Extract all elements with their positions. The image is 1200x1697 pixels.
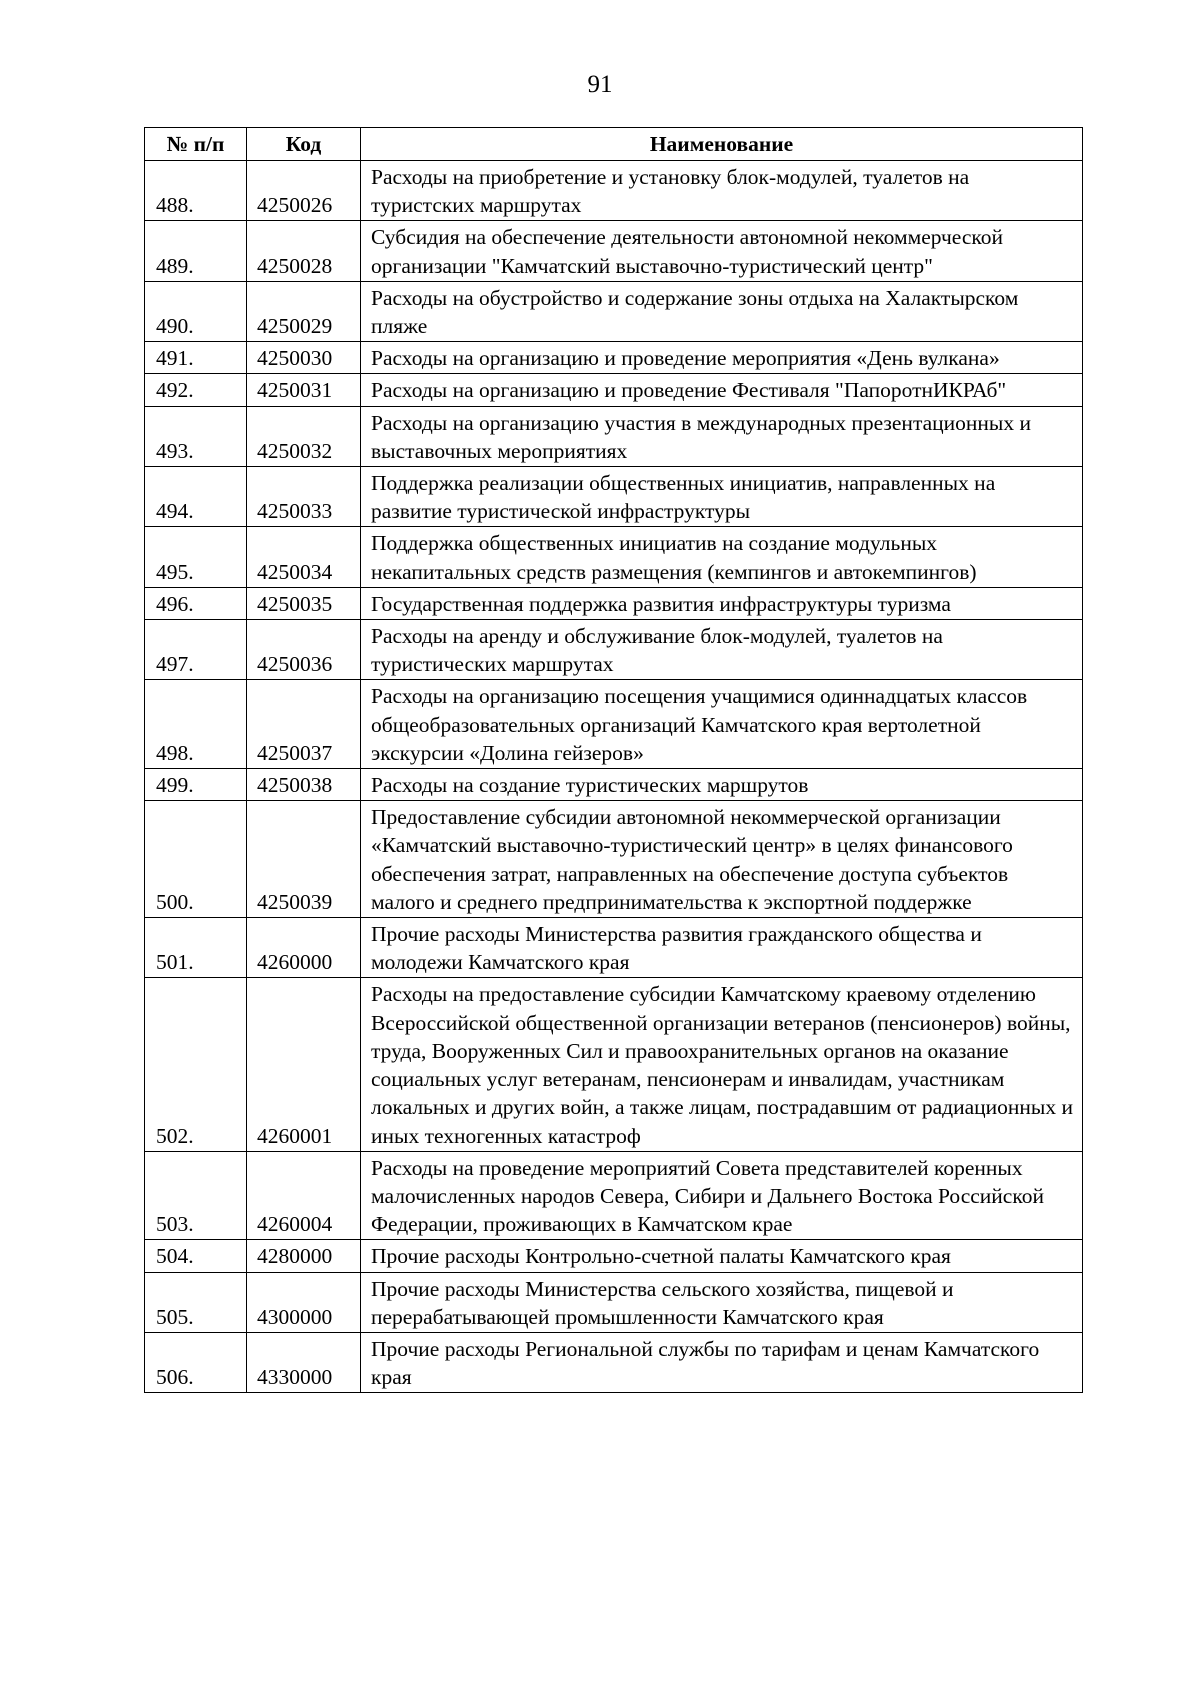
table-row bbox=[145, 978, 1083, 1151]
table-row bbox=[145, 1240, 1083, 1272]
row-name: Государственная поддержка развития инфраструктуры туризма bbox=[361, 587, 1083, 619]
row-name: Прочие расходы Региональной службы по тарифам и ценам Камчатского края bbox=[361, 1332, 1083, 1392]
row-code: 4250026 bbox=[247, 161, 361, 221]
row-name: Расходы на организацию участия в международных презентационных и выставочных мероприятиях bbox=[361, 406, 1083, 466]
column-header-code: Код bbox=[247, 128, 361, 161]
table-row bbox=[145, 406, 1083, 466]
row-name: Субсидия на обеспечение деятельности автономной некоммерческой организации "Камчатский выставочно-туристический центр" bbox=[361, 221, 1083, 281]
row-code: 4250029 bbox=[247, 281, 361, 341]
row-name: Поддержка реализации общественных инициатив, направленных на развитие туристической инфраструктуры bbox=[361, 467, 1083, 527]
row-name: Расходы на проведение мероприятий Совета представителей коренных малочисленных народов Севера, Сибири и Дальнего Востока Российской Федерации, проживающих в Камчатском крае bbox=[361, 1151, 1083, 1240]
row-number: 489. bbox=[145, 221, 247, 281]
row-name: Прочие расходы Министерства развития гражданского общества и молодежи Камчатского края bbox=[361, 918, 1083, 978]
table-row bbox=[145, 1272, 1083, 1332]
table-row bbox=[145, 1151, 1083, 1240]
row-name: Предоставление субсидии автономной некоммерческой организации «Камчатский выставочно-туристический центр» в целях финансового обеспечения затрат, направленных на обеспечение доступа субъектов малого и среднего предпринимательства к экспортной поддержке bbox=[361, 801, 1083, 918]
table-row bbox=[145, 769, 1083, 801]
table-row bbox=[145, 1332, 1083, 1392]
row-name: Поддержка общественных инициатив на создание модульных некапитальных средств размещения (кемпингов и автокемпингов) bbox=[361, 527, 1083, 587]
column-header-num: № п/п bbox=[145, 128, 247, 161]
table-row bbox=[145, 161, 1083, 221]
table-row bbox=[145, 281, 1083, 341]
table-header-row bbox=[145, 128, 1083, 161]
row-name: Прочие расходы Министерства сельского хозяйства, пищевой и перерабатывающей промышленности Камчатского края bbox=[361, 1272, 1083, 1332]
row-name: Расходы на аренду и обслуживание блок-модулей, туалетов на туристических маршрутах bbox=[361, 620, 1083, 680]
row-name: Прочие расходы Контрольно-счетной палаты Камчатского края bbox=[361, 1240, 1083, 1272]
row-number: 506. bbox=[145, 1332, 247, 1392]
row-code: 4280000 bbox=[247, 1240, 361, 1272]
row-number: 492. bbox=[145, 374, 247, 406]
row-code: 4250034 bbox=[247, 527, 361, 587]
row-number: 493. bbox=[145, 406, 247, 466]
table-row bbox=[145, 374, 1083, 406]
row-number: 501. bbox=[145, 918, 247, 978]
row-code: 4250030 bbox=[247, 342, 361, 374]
row-number: 490. bbox=[145, 281, 247, 341]
row-code: 4250033 bbox=[247, 467, 361, 527]
row-number: 495. bbox=[145, 527, 247, 587]
table-row bbox=[145, 801, 1083, 918]
table-row bbox=[145, 342, 1083, 374]
row-name: Расходы на организацию посещения учащимися одиннадцатых классов общеобразовательных организаций Камчатского края вертолетной экскурсии «Долина гейзеров» bbox=[361, 680, 1083, 769]
column-header-name: Наименование bbox=[361, 128, 1083, 161]
row-number: 502. bbox=[145, 978, 247, 1151]
row-code: 4250028 bbox=[247, 221, 361, 281]
row-code: 4260004 bbox=[247, 1151, 361, 1240]
table-body bbox=[145, 161, 1083, 1393]
row-number: 500. bbox=[145, 801, 247, 918]
table-row bbox=[145, 680, 1083, 769]
row-name: Расходы на предоставление субсидии Камчатскому краевому отделению Всероссийской общественной организации ветеранов (пенсионеров) войны, труда, Вооруженных Сил и правоохранительных органов на оказание социальных услуг ветеранам, пенсионерам и инвалидам, участникам локальных и других войн, а также лицам, пострадавшим от радиационных и иных техногенных катастроф bbox=[361, 978, 1083, 1151]
row-number: 494. bbox=[145, 467, 247, 527]
expense-codes-table bbox=[144, 127, 1083, 1393]
row-number: 497. bbox=[145, 620, 247, 680]
table-row bbox=[145, 620, 1083, 680]
row-code: 4250031 bbox=[247, 374, 361, 406]
row-name: Расходы на организацию и проведение Фестиваля "ПапоротнИКРАб" bbox=[361, 374, 1083, 406]
row-code: 4250036 bbox=[247, 620, 361, 680]
row-number: 499. bbox=[145, 769, 247, 801]
row-code: 4250035 bbox=[247, 587, 361, 619]
row-code: 4250038 bbox=[247, 769, 361, 801]
row-number: 488. bbox=[145, 161, 247, 221]
row-name: Расходы на обустройство и содержание зоны отдыха на Халактырском пляже bbox=[361, 281, 1083, 341]
row-code: 4250039 bbox=[247, 801, 361, 918]
row-name: Расходы на создание туристических маршрутов bbox=[361, 769, 1083, 801]
row-number: 505. bbox=[145, 1272, 247, 1332]
row-number: 498. bbox=[145, 680, 247, 769]
row-code: 4250037 bbox=[247, 680, 361, 769]
row-number: 504. bbox=[145, 1240, 247, 1272]
table-row bbox=[145, 527, 1083, 587]
table-row bbox=[145, 918, 1083, 978]
table-row bbox=[145, 467, 1083, 527]
row-code: 4330000 bbox=[247, 1332, 361, 1392]
row-code: 4260001 bbox=[247, 978, 361, 1151]
row-code: 4250032 bbox=[247, 406, 361, 466]
table-row bbox=[145, 587, 1083, 619]
row-code: 4300000 bbox=[247, 1272, 361, 1332]
row-name: Расходы на организацию и проведение мероприятия «День вулкана» bbox=[361, 342, 1083, 374]
page-number: 91 bbox=[587, 71, 613, 98]
row-number: 496. bbox=[145, 587, 247, 619]
row-number: 503. bbox=[145, 1151, 247, 1240]
row-name: Расходы на приобретение и установку блок-модулей, туалетов на туристских маршрутах bbox=[361, 161, 1083, 221]
table-row bbox=[145, 221, 1083, 281]
row-code: 4260000 bbox=[247, 918, 361, 978]
row-number: 491. bbox=[145, 342, 247, 374]
